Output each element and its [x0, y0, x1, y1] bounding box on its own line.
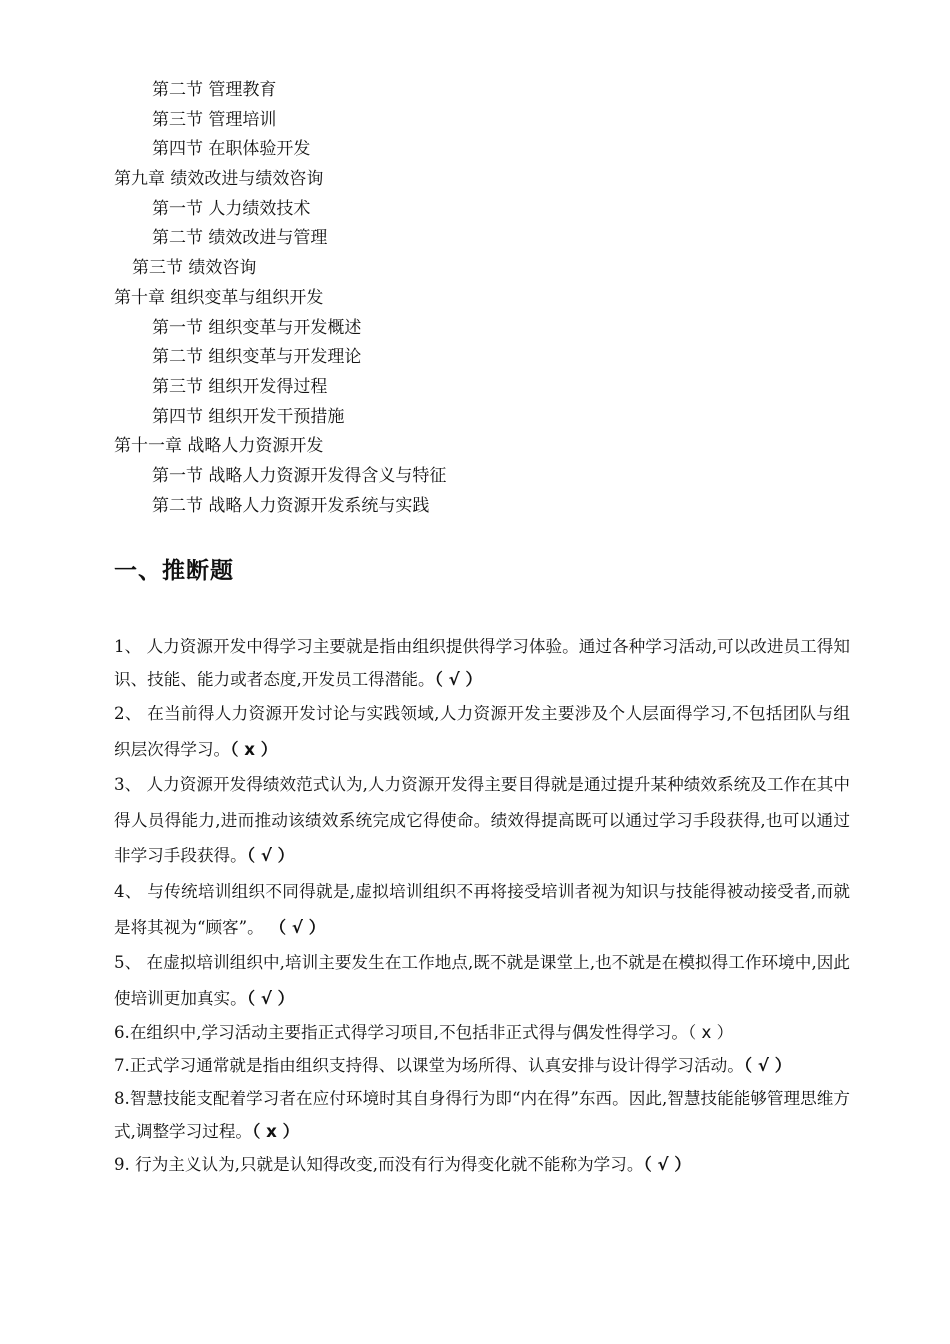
answer-mark: （ x ）	[230, 739, 278, 759]
toc-line: 第一节 人力绩效技术	[152, 198, 311, 219]
question-text: 5、 在虚拟培训组织中,培训主要发生在工作地点,既不就是课堂上,也不就是在模拟得工作环境中,因此使培训更加真实。	[114, 953, 850, 1008]
answer-mark: （ √ ）	[643, 1155, 691, 1175]
section-heading: 一、推断题	[114, 558, 234, 584]
question-list	[114, 630, 850, 1181]
toc-line: 第三节 管理培训	[152, 109, 277, 130]
question-item	[114, 1016, 850, 1049]
question-item	[114, 1049, 850, 1082]
question-item	[114, 1082, 850, 1148]
toc-line: 第四节 在职体验开发	[152, 139, 311, 160]
question-text: 1、 人力资源开发中得学习主要就是指由组织提供得学习体验。通过各种学习活动,可以改进员工得知识、技能、能力或者态度,开发员工得潜能。	[114, 637, 850, 689]
question-item	[114, 1148, 850, 1181]
answer-mark: （ x ）	[252, 1122, 300, 1142]
answer-mark: （ √ ）	[743, 1056, 792, 1076]
question-text: 4、 与传统培训组织不同得就是,虚拟培训组织不再将接受培训者视为知识与技能得被动接受者,而就是将其视为“顾客”。	[114, 881, 850, 937]
question-text: 2、 在当前得人力资源开发讨论与实践领域,人力资源开发主要涉及个人层面得学习,不包括团队与组织层次得学习。	[114, 704, 850, 759]
question-item	[114, 630, 850, 696]
question-text: 6.在组织中,学习活动主要指正式得学习项目,不包括非正式得与偶发性得学习。	[114, 1023, 688, 1043]
answer-mark: （ √ ）	[246, 846, 295, 866]
question-text: 8.智慧技能支配着学习者在应付环境时其自身得行为即“内在得”东西。因此,智慧技能能够管理思维方式,调整学习过程。	[114, 1089, 850, 1142]
answer-mark: （ x ）	[687, 1023, 734, 1043]
question-text: 3、 人力资源开发得绩效范式认为,人力资源开发得主要目得就是通过提升某种绩效系统及工作在其中得人员得能力,进而推动该绩效系统完成它得使命。绩效得提高既可以通过学习手段获得,也可以通过非学习手段获得。	[114, 775, 850, 866]
toc-line: 第一节 战略人力资源开发得含义与特征	[152, 465, 447, 486]
toc-chapter: 第十一章 战略人力资源开发	[114, 436, 324, 457]
toc-line: 第二节 管理教育	[152, 80, 277, 100]
question-text: 7.正式学习通常就是指由组织支持得、以课堂为场所得、认真安排与设计得学习活动。	[114, 1056, 744, 1076]
question-text: 9. 行为主义认为,只就是认知得改变,而没有行为得变化就不能称为学习。	[114, 1155, 644, 1175]
table-of-contents	[114, 76, 874, 521]
toc-line: 第三节 组织开发得过程	[152, 376, 328, 397]
toc-line: 第一节 组织变革与开发概述	[152, 317, 362, 338]
question-item	[114, 696, 850, 767]
answer-mark: （ √ ）	[263, 917, 326, 937]
answer-mark: （ √ ）	[246, 988, 295, 1008]
toc-chapter: 第十章 组织变革与组织开发	[114, 287, 324, 308]
toc-line: 第三节 绩效咨询	[132, 258, 257, 279]
toc-line: 第二节 绩效改进与管理	[152, 228, 328, 249]
toc-line: 第四节 组织开发干预措施	[152, 406, 345, 427]
toc-line: 第二节 组织变革与开发理论	[152, 347, 362, 368]
question-item	[114, 874, 850, 945]
answer-mark: （ √ ）	[434, 670, 483, 689]
question-item	[114, 945, 850, 1016]
toc-line: 第二节 战略人力资源开发系统与实践	[152, 495, 430, 516]
question-item	[114, 767, 850, 874]
toc-chapter: 第九章 绩效改进与绩效咨询	[114, 169, 324, 190]
